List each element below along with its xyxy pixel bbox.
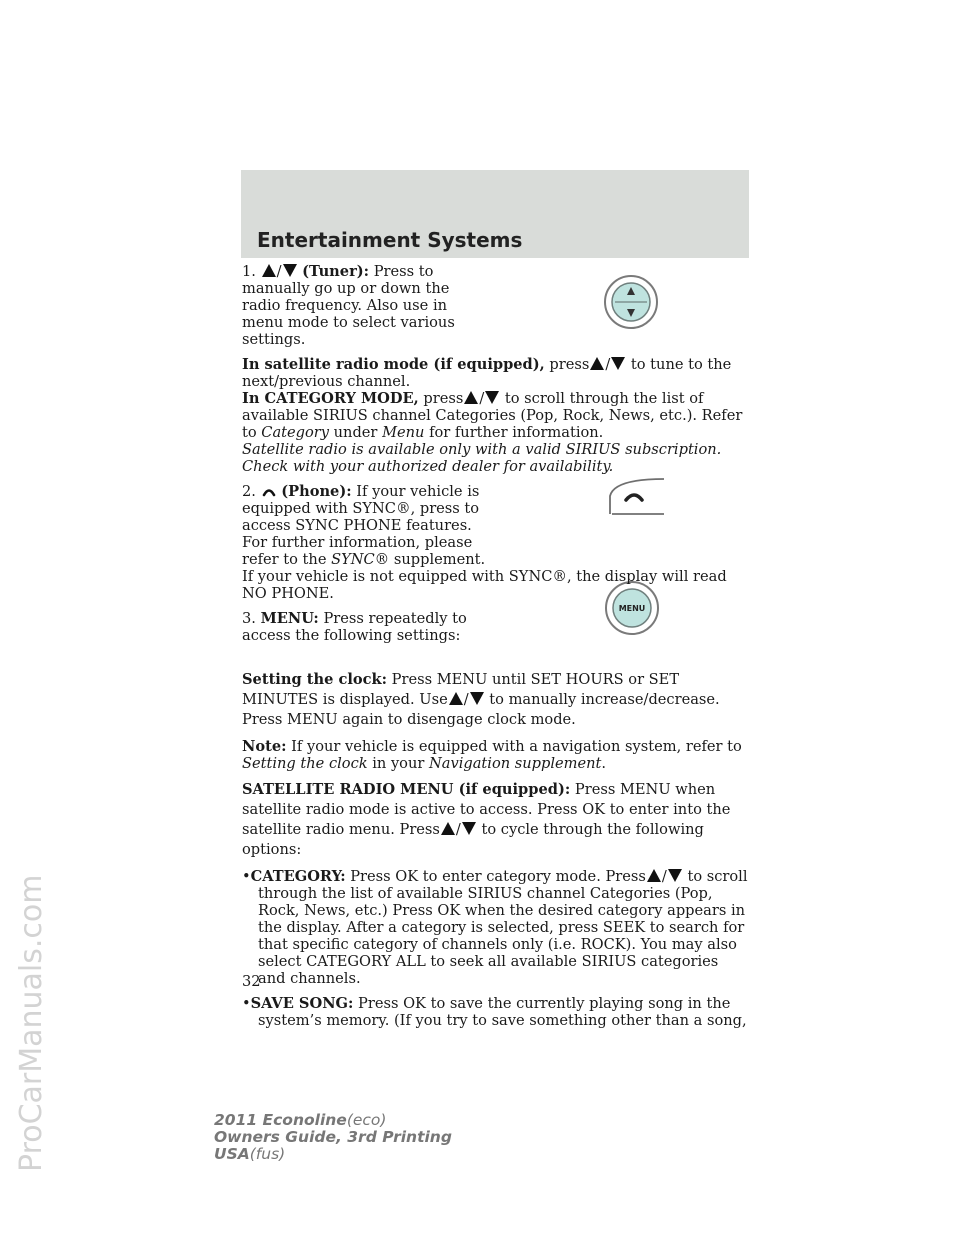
paragraph-satellite-menu: SATELLITE RADIO MENU (if equipped): Press MENU when satellite radio mode is active to access. Press OK to enter into the satellite radio menu. Press / to cycle through the following options: xyxy=(242,781,731,858)
arrow-down-icon xyxy=(668,869,682,882)
section-header xyxy=(241,170,749,258)
arrow-up-icon xyxy=(262,264,276,277)
page-content xyxy=(242,263,750,1037)
footer: 2011 Econoline(eco) Owners Guide, 3rd Printing USA(fus) xyxy=(214,1111,452,1163)
phone-icon xyxy=(262,487,276,497)
arrow-up-icon xyxy=(647,869,661,882)
arrow-down-icon xyxy=(485,391,499,404)
paragraph-note: Note: If your vehicle is equipped with a navigation system, refer to Setting the clock in your Navigation supplement. xyxy=(242,738,742,772)
arrow-up-icon xyxy=(464,391,478,404)
paragraph-tuner: 1. / (Tuner): Press to manually go up or down the radio frequency. Also use in menu mode to select various settings. xyxy=(242,263,455,348)
arrow-up-icon xyxy=(441,822,455,835)
arrow-up-icon xyxy=(449,692,463,705)
watermark: ProCarManuals.com xyxy=(14,874,49,1172)
arrow-down-icon xyxy=(462,822,476,835)
paragraph-satellite-mode: In satellite radio mode (if equipped), press / to tune to the next/previous channel. In CATEGORY MODE, press / to scroll through the list of available SIRIUS channel Categories (Pop, Rock, News, etc.). Refer to Category under Menu for further information. Satellite radio is available only with a valid SIRIUS subscription. Check with your authorized dealer for availability. xyxy=(242,356,743,475)
arrow-up-icon xyxy=(590,357,604,370)
page-number: 32 xyxy=(242,973,261,990)
paragraph-menu: 3. MENU: Press repeatedly to access the following settings: xyxy=(242,610,467,644)
bullet-save-song: •SAVE SONG: Press OK to save the currently playing song in the system’s memory. (If you try to save something other than a song, xyxy=(242,995,747,1029)
paragraph-clock: Setting the clock: Press MENU until SET HOURS or SET MINUTES is displayed. Use / to manually increase/decrease. Press MENU again to disengage clock mode. xyxy=(242,671,720,728)
menu-button-label: MENU xyxy=(618,604,646,613)
bullet-category: •CATEGORY: Press OK to enter category mode. Press / to scroll through the list of available SIRIUS channel Categories (Pop, Rock, News, etc.) Press OK when the desired category appears in the display. After a category is selected, press SEEK to search for that specific category of channels only (i.e. ROCK). You may also select CATEGORY ALL to seek all available SIRIUS categories and channels. xyxy=(242,868,748,987)
arrow-down-icon xyxy=(283,264,297,277)
arrow-down-icon xyxy=(470,692,484,705)
paragraph-phone: 2. (Phone): If your vehicle is equipped with SYNC®, press to access SYNC PHONE features. For further information, please refer to the SYNC® supplement. If your vehicle is not equipped with SYNC®, the display will read NO PHONE. xyxy=(242,483,727,602)
arrow-down-icon xyxy=(611,357,625,370)
section-title: Entertainment Systems xyxy=(257,228,523,252)
